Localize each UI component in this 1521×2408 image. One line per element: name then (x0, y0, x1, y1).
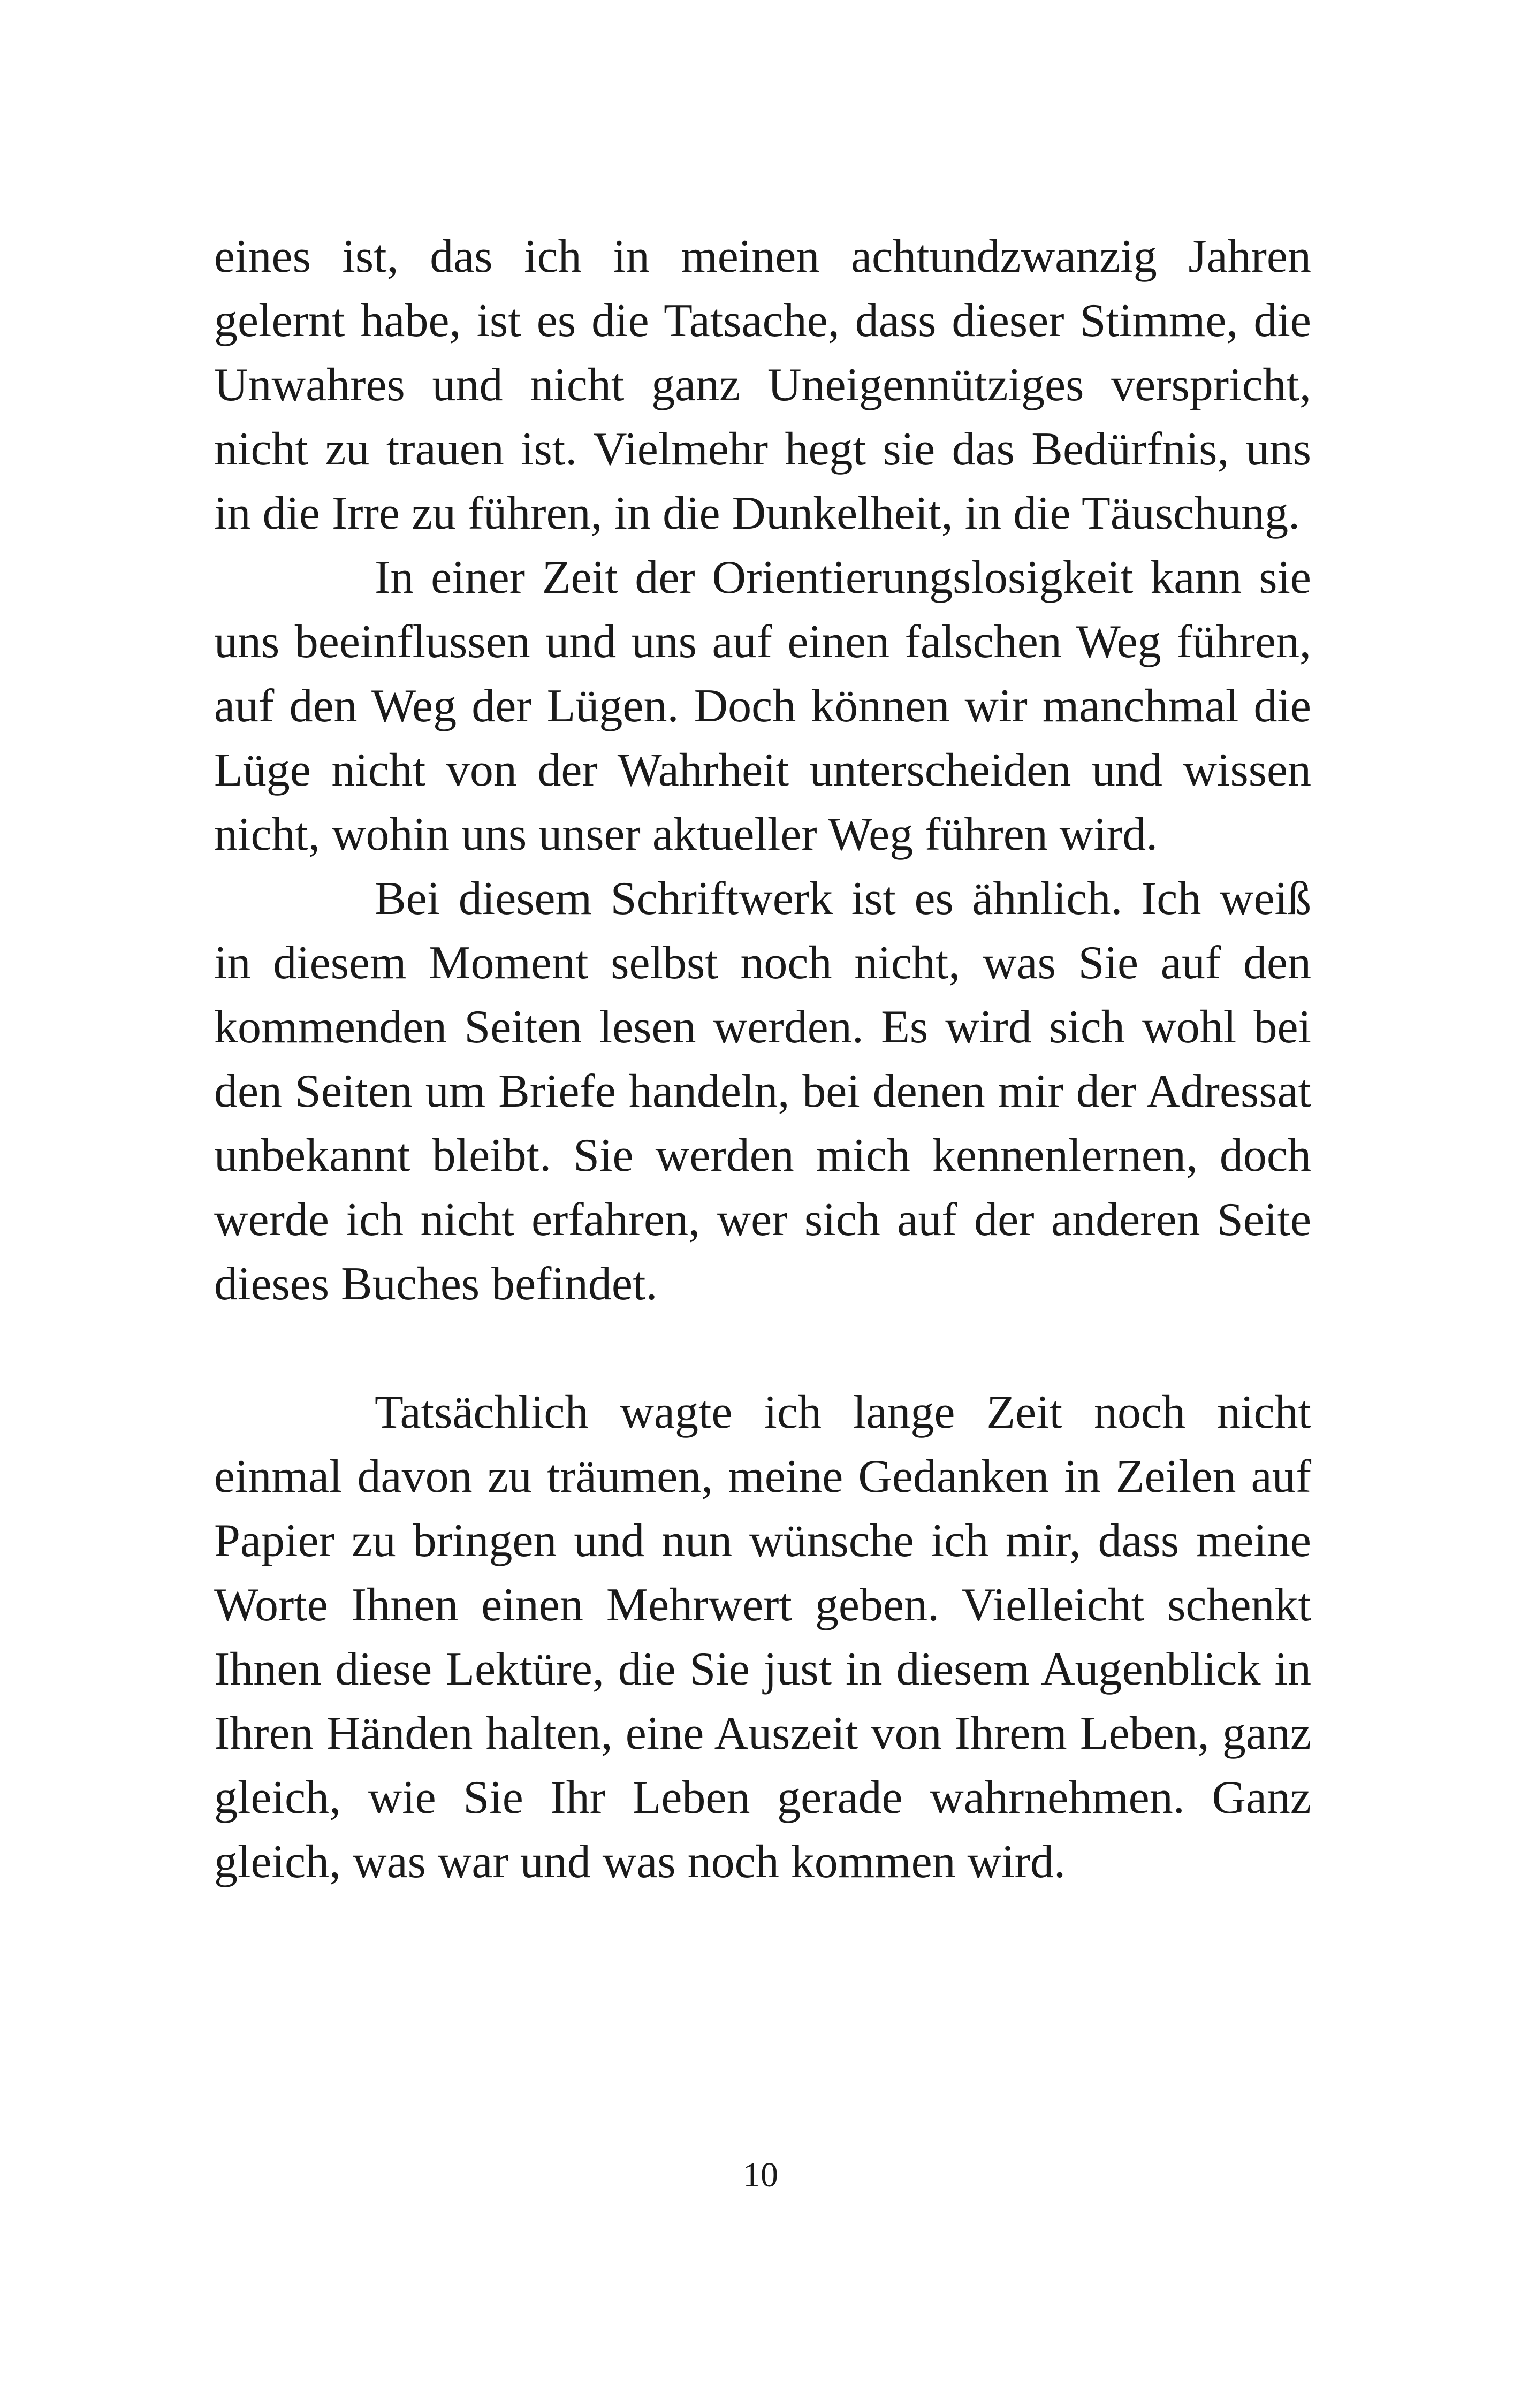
paragraph-2: In einer Zeit der Orientierungslosigkeit kann sie uns beeinflussen und uns auf einen falschen Weg führen, auf den Weg der Lügen. Doch können wir manchmal die Lüge nicht von der Wahrheit unterscheiden und wissen nicht, wohin uns unser aktueller Weg führen wird. (214, 552, 1311, 860)
section-break (214, 1316, 1311, 1381)
paragraph-3: Bei diesem Schriftwerk ist es ähnlich. Ich weiß in diesem Moment selbst noch nicht, was Sie auf den kommenden Seiten lesen werden. Es wird sich wohl bei den Seiten um Briefe handeln, bei denen mir der Adressat unbekannt bleibt. Sie werden mich kennenlernen, doch werde ich nicht erfahren, wer sich auf der anderen Seite dieses Buches befindet. (214, 873, 1311, 1310)
paragraph-4: Tatsächlich wagte ich lange Zeit noch nicht einmal davon zu träumen, meine Gedanken in Zeilen auf Papier zu bringen und nun wünsche ich mir, dass meine Worte Ihnen einen Mehrwert geben. Vielleicht schenkt Ihnen diese Lektüre, die Sie just in diesem Augenblick in Ihren Händen halten, eine Auszeit von Ihrem Leben, ganz gleich, wie Sie Ihr Leben gerade wahrnehmen. Ganz gleich, was war und was noch kommen wird. (214, 1386, 1311, 1888)
paragraph-1: eines ist, das ich in meinen achtundzwanzig Jahren gelernt habe, ist es die Tatsache, dass dieser Stimme, die Unwahres und nicht ganz Uneigennütziges verspricht, nicht zu trauen ist. Vielmehr hegt sie das Bedürfnis, uns in die Irre zu führen, in die Dunkelheit, in die Täuschung. (214, 231, 1311, 539)
body-text (214, 225, 1311, 1894)
page-number: 10 (743, 2155, 778, 2194)
